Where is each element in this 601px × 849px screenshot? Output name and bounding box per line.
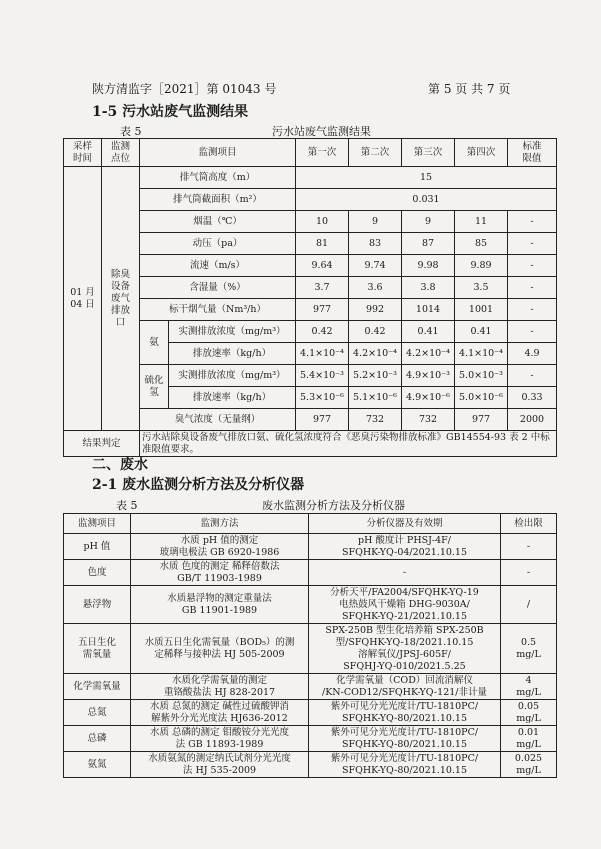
wastewater-methods-table	[63, 513, 557, 778]
method-cell: 水质 色度的测定 稀释倍数法 GB/T 11903-1989	[131, 560, 309, 586]
limit-cell: 4.9	[508, 343, 557, 365]
instrument-cell: -	[309, 560, 501, 586]
detection-limit-cell: 4 mg/L	[501, 674, 557, 700]
detection-limit-cell: /	[501, 586, 557, 624]
item-label: 臭气浓度（无量纲）	[140, 409, 296, 431]
method-cell: 水质化学需氧量的测定 重铬酸盐法 HJ 828-2017	[131, 674, 309, 700]
detection-limit-cell: 0.05 mg/L	[501, 700, 557, 726]
item-label: 流速（m/s）	[140, 255, 296, 277]
value-cell: 3.8	[402, 277, 455, 299]
value-cell: 9.89	[455, 255, 508, 277]
method-cell: 水质氨氮的测定纳氏试剂分光光度 法 HJ 535-2009	[131, 752, 309, 778]
detection-limit-cell: 0.5 mg/L	[501, 624, 557, 674]
header-round-3: 第三次	[402, 139, 455, 167]
item-label: 含湿量（%）	[140, 277, 296, 299]
ammonia-label: 氨	[140, 321, 169, 365]
value-cell: 732	[349, 409, 402, 431]
value-cell: 5.3×10⁻⁶	[296, 387, 349, 409]
header-instrument: 分析仪器及有效期	[309, 514, 501, 534]
item-label: 标干烟气量（Nm³/h）	[140, 299, 296, 321]
value-cell: 4.2×10⁻⁴	[402, 343, 455, 365]
limit-cell: -	[508, 299, 557, 321]
instrument-cell: 紫外可见分光光度计/TU-1810PC/ SFQHK-YQ-80/2021.10.15	[309, 726, 501, 752]
value-cell: 992	[349, 299, 402, 321]
value-cell: 1014	[402, 299, 455, 321]
detection-limit-cell: -	[501, 560, 557, 586]
instrument-cell: pH 酸度计 PHSJ-4F/ SFQHK-YQ-04/2021.10.15	[309, 534, 501, 560]
sampling-date: 01 月 04 日	[64, 167, 102, 431]
section-title-2-1: 2-1 废水监测分析方法及分析仪器	[92, 477, 305, 493]
item-cell: 化学需氧量	[64, 674, 131, 700]
item-cell: 总氮	[64, 700, 131, 726]
detection-limit-cell: 0.025 mg/L	[501, 752, 557, 778]
value-cell: 87	[402, 233, 455, 255]
header-round-1: 第一次	[296, 139, 349, 167]
table-number: 表 5	[120, 125, 142, 138]
value-cell: 9	[349, 211, 402, 233]
method-cell: 水质五日生化需氧量（BOD₅）的测 定稀释与接种法 HJ 505-2009	[131, 624, 309, 674]
value-cell: 3.6	[349, 277, 402, 299]
item-label: 烟温（℃）	[140, 211, 296, 233]
header-round-2: 第二次	[349, 139, 402, 167]
table-row	[64, 586, 557, 624]
value-cell: 9.74	[349, 255, 402, 277]
value-cell: 83	[349, 233, 402, 255]
item-cell: 五日生化 需氧量	[64, 624, 131, 674]
value-cell: 732	[402, 409, 455, 431]
item-cell: 色度	[64, 560, 131, 586]
header-round-4: 第四次	[455, 139, 508, 167]
item-label: 实测排放浓度（mg/m³）	[169, 321, 296, 343]
instrument-cell: 分析天平/FA2004/SFQHK-YQ-19 电热鼓风干燥箱 DHG-9030A/ SFQHK-YQ-21/2021.10.15	[309, 586, 501, 624]
waste-gas-results-table	[63, 138, 557, 457]
table-row	[64, 167, 557, 189]
verdict-row	[64, 431, 557, 457]
item-label: 排放速率（kg/h）	[169, 343, 296, 365]
value-cell: 11	[455, 211, 508, 233]
table-title: 污水站废气监测结果	[272, 125, 371, 138]
table-row	[64, 700, 557, 726]
item-cell: pH 值	[64, 534, 131, 560]
table-row	[64, 560, 557, 586]
page-indicator: 第 5 页 共 7 页	[428, 82, 511, 96]
value-cell: 3.5	[455, 277, 508, 299]
limit-cell: 2000	[508, 409, 557, 431]
header-sampling-time: 采样 时间	[64, 139, 102, 167]
document-number: 陕方清监字［2021］第 01043 号	[92, 82, 277, 96]
value-cell: 4.9×10⁻⁶	[402, 387, 455, 409]
instrument-cell: 化学需氧量（COD）回流消解仪 /KN-COD12/SFQHK-YQ-121/非计量	[309, 674, 501, 700]
value-cell: 0.41	[402, 321, 455, 343]
value-cell: 4.2×10⁻⁴	[349, 343, 402, 365]
monitoring-point: 除臭 设备 废气 排放 口	[102, 167, 140, 431]
method-cell: 水质 pH 值的测定 玻璃电极法 GB 6920-1986	[131, 534, 309, 560]
value-cell: 3.7	[296, 277, 349, 299]
limit-cell: -	[508, 365, 557, 387]
limit-cell: 0.33	[508, 387, 557, 409]
header-monitoring-point: 监测 点位	[102, 139, 140, 167]
method-cell: 水质 总磷的测定 钼酸铵分光光度 法 GB 11893-1989	[131, 726, 309, 752]
table-header-row	[64, 514, 557, 534]
instrument-cell: 紫外可见分光光度计/TU-1810PC/ SFQHK-YQ-80/2021.10.15	[309, 700, 501, 726]
header-method: 监测方法	[131, 514, 309, 534]
h2s-label: 硫化 氢	[140, 365, 169, 409]
item-label: 实测排放浓度（mg/m³）	[169, 365, 296, 387]
method-cell: 水质 总氮的测定 碱性过硫酸钾消 解紫外分光光度法 HJ636-2012	[131, 700, 309, 726]
table-row	[64, 752, 557, 778]
value-cell: 977	[455, 409, 508, 431]
value-cell: 9.98	[402, 255, 455, 277]
item-label: 排气筒截面积（m²）	[140, 189, 296, 211]
value-cell: 977	[296, 409, 349, 431]
value-cell: 5.0×10⁻³	[455, 365, 508, 387]
header-monitoring-item: 监测项目	[140, 139, 296, 167]
table-row	[64, 674, 557, 700]
limit-cell: -	[508, 321, 557, 343]
value-cell: 10	[296, 211, 349, 233]
table-title-2: 废水监测分析方法及分析仪器	[262, 499, 405, 512]
table-header-row	[64, 139, 557, 167]
section-title-wastewater: 二、废水	[92, 457, 148, 473]
method-cell: 水质悬浮物的测定重量法 GB 11901-1989	[131, 586, 309, 624]
value-cell: 5.4×10⁻³	[296, 365, 349, 387]
instrument-cell: 紫外可见分光光度计/TU-1810PC/ SFQHK-YQ-80/2021.10.15	[309, 752, 501, 778]
item-label: 排放速率（kg/h）	[169, 387, 296, 409]
value-cell: 4.9×10⁻³	[402, 365, 455, 387]
item-cell: 氨氮	[64, 752, 131, 778]
value-cell: 85	[455, 233, 508, 255]
instrument-cell: SPX-250B 型生化培养箱 SPX-250B 型/SFQHK-YQ-18/2021.10.15 溶解氧仪/JPSJ-605F/ SFQHJ-YQ-010/2021.5.25	[309, 624, 501, 674]
value-cell: 1001	[455, 299, 508, 321]
value-cell: 5.2×10⁻³	[349, 365, 402, 387]
merged-value: 0.031	[296, 189, 557, 211]
value-cell: 4.1×10⁻⁴	[455, 343, 508, 365]
header-item: 监测项目	[64, 514, 131, 534]
section-title-1-5: 1-5 污水站废气监测结果	[92, 104, 249, 120]
value-cell: 5.0×10⁻⁶	[455, 387, 508, 409]
verdict-label: 结果判定	[64, 431, 140, 457]
detection-limit-cell: 0.01 mg/L	[501, 726, 557, 752]
item-cell: 悬浮物	[64, 586, 131, 624]
value-cell: 9	[402, 211, 455, 233]
value-cell: 9.64	[296, 255, 349, 277]
value-cell: 81	[296, 233, 349, 255]
table-row	[64, 726, 557, 752]
item-cell: 总磷	[64, 726, 131, 752]
merged-value: 15	[296, 167, 557, 189]
header-detection-limit: 检出限	[501, 514, 557, 534]
value-cell: 0.41	[455, 321, 508, 343]
header-standard-limit: 标准 限值	[508, 139, 557, 167]
verdict-text: 污水站除臭设备废气排放口氨、硫化氢浓度符合《恶臭污染物排放标准》GB14554-93 表 2 中标准限值要求。	[140, 431, 557, 457]
detection-limit-cell: -	[501, 534, 557, 560]
value-cell: 4.1×10⁻⁴	[296, 343, 349, 365]
limit-cell: -	[508, 277, 557, 299]
value-cell: 5.1×10⁻⁶	[349, 387, 402, 409]
item-label: 排气筒高度（m）	[140, 167, 296, 189]
table-row	[64, 534, 557, 560]
table-number-2: 表 5	[116, 499, 138, 512]
value-cell: 0.42	[349, 321, 402, 343]
table-row	[64, 624, 557, 674]
limit-cell: -	[508, 233, 557, 255]
limit-cell: -	[508, 255, 557, 277]
limit-cell: -	[508, 211, 557, 233]
value-cell: 0.42	[296, 321, 349, 343]
item-label: 动压（pa）	[140, 233, 296, 255]
value-cell: 977	[296, 299, 349, 321]
